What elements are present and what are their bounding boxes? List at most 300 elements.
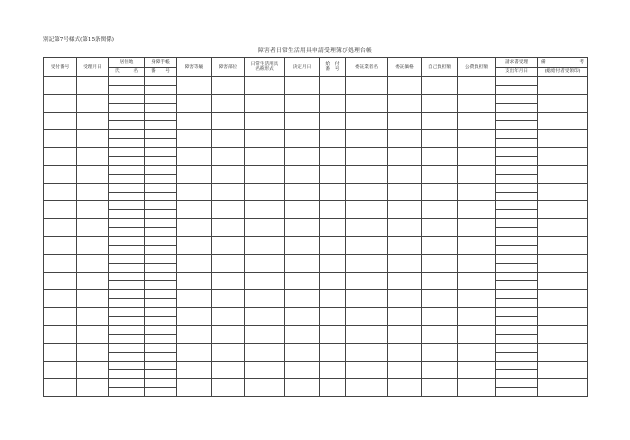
- entry-cell: [109, 183, 145, 192]
- entry-cell: [212, 148, 245, 166]
- entry-cell: [538, 219, 588, 237]
- entry-cell: [77, 201, 109, 219]
- entry-cell: [422, 183, 458, 201]
- entry-cell: [145, 130, 177, 139]
- entry-cell: [422, 308, 458, 326]
- entry-cell: [458, 77, 496, 95]
- entry-cell: [109, 85, 145, 94]
- entry-cell: [388, 94, 422, 112]
- entry-cell: [44, 165, 77, 183]
- entry-cell: [285, 94, 320, 112]
- entry-cell: [44, 201, 77, 219]
- header-techo-line1: 身障手帳: [145, 58, 177, 68]
- entry-cell: [285, 272, 320, 290]
- entry-cell: [109, 192, 145, 201]
- header-shimei: [109, 67, 145, 77]
- entry-cell: [320, 361, 346, 379]
- entry-row-upper: [44, 219, 588, 228]
- entry-cell: [496, 139, 538, 148]
- entry-cell: [109, 308, 145, 317]
- entry-cell: [285, 165, 320, 183]
- entry-cell: [285, 325, 320, 343]
- entry-cell: [212, 361, 245, 379]
- header-kyufu-bottom-left: 番: [325, 67, 331, 72]
- entry-cell: [44, 308, 77, 326]
- entry-cell: [145, 112, 177, 121]
- header-row-top: [44, 58, 588, 68]
- header-biko-sub: (総給付者受領印): [538, 67, 588, 77]
- entry-cell: [285, 183, 320, 201]
- entry-cell: [77, 361, 109, 379]
- entry-cell: [496, 130, 538, 139]
- entry-cell: [212, 201, 245, 219]
- entry-cell: [212, 130, 245, 148]
- entry-cell: [109, 317, 145, 326]
- entry-cell: [177, 130, 212, 148]
- header-techo-bango-left: 番: [151, 69, 156, 75]
- entry-cell: [496, 112, 538, 121]
- entry-cell: [109, 334, 145, 343]
- entry-cell: [496, 201, 538, 210]
- entry-cell: [538, 130, 588, 148]
- entry-cell: [422, 219, 458, 237]
- entry-cell: [145, 103, 177, 112]
- entry-cell: [422, 325, 458, 343]
- entry-cell: [538, 237, 588, 255]
- entry-cell: [145, 361, 177, 370]
- entry-cell: [346, 183, 388, 201]
- entry-cell: [109, 219, 145, 228]
- header-biko-right: 考: [579, 59, 584, 65]
- entry-cell: [245, 325, 285, 343]
- entry-row-upper: [44, 130, 588, 139]
- entry-cell: [422, 343, 458, 361]
- entry-cell: [346, 219, 388, 237]
- entry-cell: [245, 237, 285, 255]
- entry-cell: [458, 165, 496, 183]
- entry-cell: [346, 325, 388, 343]
- entry-cell: [212, 77, 245, 95]
- entry-cell: [77, 77, 109, 95]
- entry-cell: [44, 219, 77, 237]
- entry-cell: [145, 272, 177, 281]
- entry-cell: [422, 148, 458, 166]
- entry-cell: [109, 361, 145, 370]
- entry-cell: [109, 157, 145, 166]
- entry-cell: [212, 379, 245, 397]
- header-kettei-tsukihi: 決定月日: [285, 58, 320, 77]
- entry-cell: [388, 308, 422, 326]
- entry-cell: [285, 112, 320, 130]
- entry-cell: [212, 290, 245, 308]
- header-juri-tsukihi: 受理月日: [77, 58, 109, 77]
- entry-cell: [109, 148, 145, 157]
- entry-cell: [109, 379, 145, 388]
- header-kyojuchi: 居住地: [109, 58, 145, 68]
- entry-cell: [77, 325, 109, 343]
- header-kyufu-bango: [320, 58, 346, 77]
- entry-cell: [145, 139, 177, 148]
- entry-cell: [109, 77, 145, 86]
- entry-cell: [245, 343, 285, 361]
- entry-cell: [109, 272, 145, 281]
- entry-cell: [145, 237, 177, 246]
- entry-row-upper: [44, 308, 588, 317]
- entry-cell: [177, 290, 212, 308]
- entry-cell: [109, 245, 145, 254]
- entry-cell: [346, 290, 388, 308]
- entry-cell: [44, 325, 77, 343]
- entry-cell: [346, 361, 388, 379]
- entry-cell: [346, 343, 388, 361]
- entry-cell: [44, 254, 77, 272]
- entry-row-upper: [44, 165, 588, 174]
- entry-cell: [145, 334, 177, 343]
- entry-cell: [145, 85, 177, 94]
- entry-cell: [177, 201, 212, 219]
- entry-cell: [388, 254, 422, 272]
- entry-cell: [109, 299, 145, 308]
- entry-cell: [496, 308, 538, 317]
- entry-cell: [145, 308, 177, 317]
- entry-cell: [145, 343, 177, 352]
- entry-cell: [496, 272, 538, 281]
- form-number-note: 別記第7号様式(第15条関係): [43, 37, 114, 43]
- entry-cell: [538, 379, 588, 397]
- entry-cell: [496, 77, 538, 86]
- entry-cell: [109, 121, 145, 130]
- entry-cell: [496, 379, 538, 388]
- entry-cell: [388, 201, 422, 219]
- entry-cell: [285, 148, 320, 166]
- document-title: 障害者日常生活用具申請受理簿び処理台帳: [258, 48, 372, 54]
- entry-cell: [77, 254, 109, 272]
- entry-row-upper: [44, 201, 588, 210]
- entry-cell: [496, 370, 538, 379]
- entry-cell: [346, 130, 388, 148]
- entry-row-upper: [44, 361, 588, 370]
- entry-cell: [538, 112, 588, 130]
- entry-cell: [458, 308, 496, 326]
- entry-cell: [496, 228, 538, 237]
- entry-cell: [320, 237, 346, 255]
- ledger-body: [44, 58, 588, 397]
- entry-cell: [145, 352, 177, 361]
- entry-cell: [496, 174, 538, 183]
- entry-cell: [458, 237, 496, 255]
- entry-cell: [109, 103, 145, 112]
- entry-cell: [496, 334, 538, 343]
- entry-cell: [77, 237, 109, 255]
- entry-cell: [422, 361, 458, 379]
- header-biko-left: 備: [541, 59, 546, 65]
- entry-row-upper: [44, 94, 588, 103]
- entry-cell: [320, 219, 346, 237]
- entry-cell: [538, 201, 588, 219]
- entry-cell: [212, 254, 245, 272]
- entry-cell: [538, 183, 588, 201]
- header-yogu-line2: 名称形式: [255, 67, 274, 72]
- entry-cell: [145, 290, 177, 299]
- entry-cell: [212, 237, 245, 255]
- entry-cell: [346, 148, 388, 166]
- entry-cell: [145, 94, 177, 103]
- entry-cell: [346, 94, 388, 112]
- entry-cell: [245, 201, 285, 219]
- entry-cell: [496, 388, 538, 397]
- entry-cell: [388, 130, 422, 148]
- header-shimei-left: 氏: [115, 69, 120, 75]
- entry-cell: [177, 308, 212, 326]
- entry-cell: [212, 308, 245, 326]
- entry-cell: [285, 343, 320, 361]
- entry-cell: [177, 361, 212, 379]
- entry-cell: [422, 379, 458, 397]
- entry-cell: [285, 130, 320, 148]
- entry-cell: [320, 201, 346, 219]
- entry-row-upper: [44, 343, 588, 352]
- entry-cell: [458, 201, 496, 219]
- header-shogai-bui: 障害部位: [212, 58, 245, 77]
- entry-cell: [145, 370, 177, 379]
- entry-cell: [245, 219, 285, 237]
- entry-cell: [496, 237, 538, 246]
- entry-cell: [212, 112, 245, 130]
- entry-cell: [458, 361, 496, 379]
- entry-cell: [145, 183, 177, 192]
- entry-row-upper: [44, 148, 588, 157]
- entry-cell: [177, 112, 212, 130]
- entry-cell: [145, 210, 177, 219]
- entry-cell: [145, 299, 177, 308]
- entry-cell: [44, 94, 77, 112]
- entry-cell: [145, 77, 177, 86]
- entry-cell: [538, 325, 588, 343]
- entry-cell: [422, 272, 458, 290]
- entry-cell: [422, 94, 458, 112]
- entry-cell: [388, 272, 422, 290]
- entry-cell: [388, 183, 422, 201]
- entry-cell: [145, 379, 177, 388]
- entry-cell: [109, 165, 145, 174]
- entry-cell: [320, 130, 346, 148]
- entry-cell: [458, 343, 496, 361]
- entry-cell: [388, 148, 422, 166]
- entry-cell: [245, 379, 285, 397]
- entry-cell: [422, 254, 458, 272]
- entry-cell: [177, 94, 212, 112]
- entry-cell: [177, 272, 212, 290]
- entry-cell: [177, 77, 212, 95]
- entry-cell: [77, 148, 109, 166]
- entry-cell: [346, 77, 388, 95]
- entry-cell: [285, 290, 320, 308]
- entry-cell: [458, 148, 496, 166]
- entry-cell: [388, 112, 422, 130]
- entry-cell: [109, 94, 145, 103]
- entry-cell: [145, 388, 177, 397]
- entry-cell: [320, 290, 346, 308]
- entry-cell: [458, 112, 496, 130]
- header-kyufu-top-left: 給: [325, 62, 331, 67]
- entry-cell: [422, 77, 458, 95]
- entry-cell: [177, 379, 212, 397]
- entry-cell: [77, 112, 109, 130]
- header-seikyu-line2: 支出年月日: [496, 67, 538, 77]
- entry-cell: [44, 290, 77, 308]
- entry-cell: [458, 94, 496, 112]
- entry-cell: [458, 379, 496, 397]
- entry-cell: [177, 237, 212, 255]
- entry-cell: [320, 325, 346, 343]
- entry-cell: [320, 308, 346, 326]
- entry-cell: [245, 361, 285, 379]
- entry-cell: [458, 290, 496, 308]
- entry-cell: [496, 254, 538, 263]
- entry-cell: [285, 308, 320, 326]
- entry-cell: [245, 254, 285, 272]
- header-seikyu-line1: 請求書受理: [496, 58, 538, 68]
- entry-cell: [496, 165, 538, 174]
- entry-cell: [44, 77, 77, 95]
- entry-cell: [496, 103, 538, 112]
- entry-cell: [145, 121, 177, 130]
- entry-cell: [285, 77, 320, 95]
- entry-cell: [285, 254, 320, 272]
- entry-cell: [346, 308, 388, 326]
- header-kyufu-top-right: 付: [334, 62, 340, 67]
- entry-cell: [458, 183, 496, 201]
- entry-cell: [145, 219, 177, 228]
- entry-cell: [212, 165, 245, 183]
- entry-cell: [422, 112, 458, 130]
- entry-cell: [145, 174, 177, 183]
- header-kohi-futan: 公費負担額: [458, 58, 496, 77]
- entry-cell: [109, 290, 145, 299]
- entry-cell: [109, 174, 145, 183]
- entry-cell: [388, 165, 422, 183]
- entry-cell: [212, 183, 245, 201]
- entry-cell: [346, 254, 388, 272]
- entry-cell: [212, 219, 245, 237]
- entry-cell: [44, 112, 77, 130]
- entry-cell: [109, 112, 145, 121]
- entry-cell: [77, 165, 109, 183]
- entry-cell: [177, 183, 212, 201]
- entry-cell: [346, 165, 388, 183]
- entry-cell: [320, 112, 346, 130]
- entry-cell: [177, 343, 212, 361]
- ledger-table: [43, 57, 588, 397]
- entry-cell: [458, 254, 496, 272]
- entry-cell: [422, 290, 458, 308]
- entry-cell: [145, 325, 177, 334]
- entry-cell: [285, 219, 320, 237]
- entry-cell: [44, 343, 77, 361]
- header-jiko-futan: 自己負担額: [422, 58, 458, 77]
- entry-cell: [285, 379, 320, 397]
- entry-cell: [245, 272, 285, 290]
- entry-row-upper: [44, 237, 588, 246]
- entry-cell: [109, 139, 145, 148]
- entry-cell: [245, 130, 285, 148]
- entry-cell: [109, 343, 145, 352]
- entry-cell: [496, 325, 538, 334]
- entry-cell: [245, 94, 285, 112]
- entry-cell: [320, 165, 346, 183]
- header-biko: [538, 58, 588, 68]
- entry-cell: [145, 192, 177, 201]
- entry-cell: [212, 343, 245, 361]
- entry-cell: [109, 210, 145, 219]
- entry-cell: [422, 201, 458, 219]
- entry-cell: [285, 237, 320, 255]
- entry-cell: [77, 379, 109, 397]
- entry-cell: [77, 94, 109, 112]
- entry-cell: [212, 325, 245, 343]
- entry-cell: [388, 343, 422, 361]
- entry-cell: [538, 254, 588, 272]
- header-shogai-tokyu: 障害等級: [177, 58, 212, 77]
- entry-row-upper: [44, 379, 588, 388]
- entry-cell: [109, 130, 145, 139]
- entry-cell: [109, 388, 145, 397]
- entry-cell: [109, 325, 145, 334]
- entry-cell: [538, 77, 588, 95]
- entry-cell: [245, 183, 285, 201]
- entry-cell: [109, 228, 145, 237]
- entry-cell: [496, 210, 538, 219]
- entry-cell: [538, 361, 588, 379]
- entry-cell: [245, 148, 285, 166]
- entry-cell: [44, 183, 77, 201]
- entry-cell: [245, 165, 285, 183]
- header-yogu: [245, 58, 285, 77]
- entry-cell: [346, 201, 388, 219]
- entry-cell: [496, 219, 538, 228]
- entry-cell: [44, 379, 77, 397]
- entry-cell: [458, 325, 496, 343]
- entry-cell: [285, 361, 320, 379]
- entry-cell: [422, 237, 458, 255]
- entry-cell: [496, 183, 538, 192]
- entry-cell: [496, 192, 538, 201]
- entry-cell: [496, 148, 538, 157]
- entry-cell: [496, 94, 538, 103]
- entry-cell: [388, 77, 422, 95]
- entry-cell: [496, 290, 538, 299]
- entry-cell: [496, 343, 538, 352]
- entry-cell: [245, 77, 285, 95]
- entry-cell: [177, 165, 212, 183]
- entry-cell: [145, 317, 177, 326]
- entry-cell: [538, 290, 588, 308]
- entry-cell: [177, 254, 212, 272]
- entry-cell: [44, 148, 77, 166]
- entry-cell: [44, 272, 77, 290]
- entry-cell: [458, 219, 496, 237]
- header-yogu-line1: 日常生活用具: [250, 62, 279, 67]
- entry-cell: [77, 308, 109, 326]
- entry-cell: [538, 165, 588, 183]
- entry-cell: [496, 281, 538, 290]
- entry-cell: [496, 299, 538, 308]
- entry-cell: [346, 379, 388, 397]
- entry-cell: [320, 343, 346, 361]
- entry-cell: [320, 379, 346, 397]
- entry-cell: [145, 157, 177, 166]
- entry-cell: [458, 272, 496, 290]
